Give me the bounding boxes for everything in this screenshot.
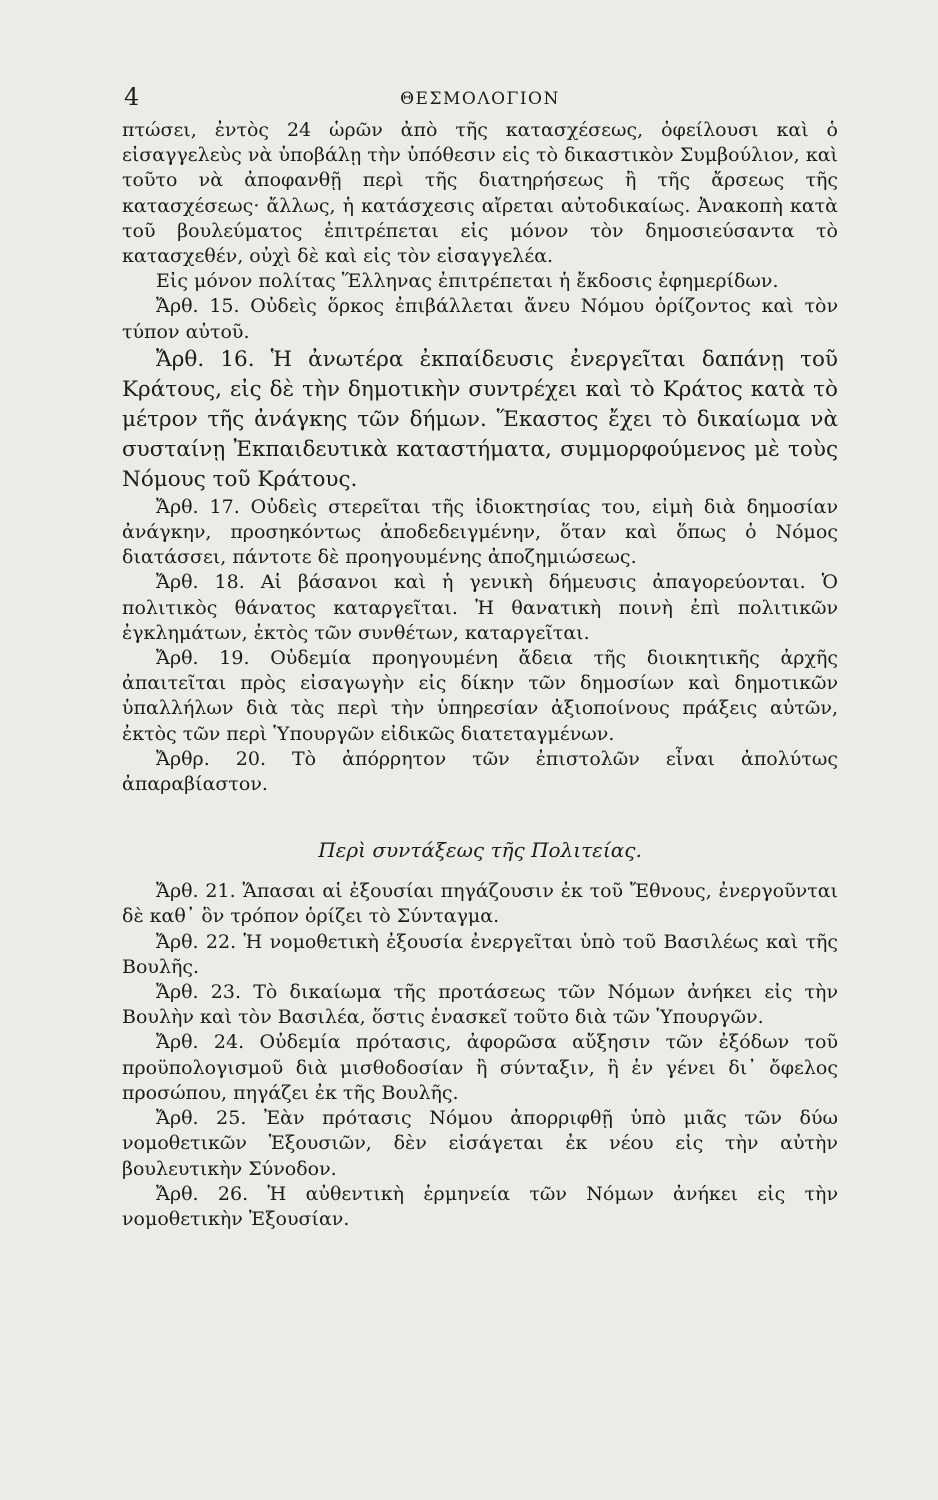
article-21: Ἄρθ. 21. Ἅπασαι αἱ ἐξουσίαι πηγάζουσιν ἐκ τοῦ Ἔθνους, ἐνεργοῦνται δὲ καθ᾽ ὃν τρόπον ὁρίζει τὸ Σύνταγμα. <box>122 880 838 928</box>
article-22: Ἄρθ. 22. Ἡ νομοθετικὴ ἐξουσία ἐνεργεῖται ὑπὸ τοῦ Βασιλέως καὶ τῆς Βουλῆς. <box>122 930 838 978</box>
article-15: Ἄρθ. 15. Οὐδεὶς ὅρκος ἐπιβάλλεται ἄνευ Νόμου ὁρίζοντος καὶ τὸν τύπον αὐτοῦ. <box>122 295 838 343</box>
article-16: Ἄρθ. 16. Ἡ ἀνωτέρα ἐκπαίδευσις ἐνεργεῖται δαπάνῃ τοῦ Κράτους, εἰς δὲ τὴν δημοτικὴν συντρέχει καὶ τὸ Κράτος κατὰ τὸ μέτρον τῆς ἀνάγκης τῶν δήμων. Ἕκαστος ἔχει τὸ δικαίωμα νὰ συσταίνῃ Ἐκπαιδευτικὰ καταστήματα, συμμορφούμενος μὲ τοὺς Νόμους τοῦ Κράτους. <box>122 346 838 492</box>
article-19: Ἄρθ. 19. Οὐδεμία προηγουμένη ἄδεια τῆς διοικητικῆς ἀρχῆς ἀπαιτεῖται πρὸς εἰσαγωγὴν εἰς δίκην τῶν δημοσίων καὶ δημοτικῶν ὑπαλλήλων διὰ τὰς περὶ τὴν ὑπηρεσίαν ἀξιοποίνους πράξεις αὐτῶν, ἐκτὸς τῶν περὶ Ὑπουργῶν εἰδικῶς διατεταγμένων. <box>122 647 838 745</box>
running-title: ΘΕΣΜΟΛΟΓΙΟΝ <box>400 89 560 109</box>
article-26: Ἄρθ. 26. Ἡ αὐθεντικὴ ἑρμηνεία τῶν Νόμων ἀνήκει εἰς τὴν νομοθετικὴν Ἐξουσίαν. <box>122 1182 838 1230</box>
article-25: Ἄρθ. 25. Ἐὰν πρότασις Νόμου ἀπορριφθῇ ὑπὸ μιᾶς τῶν δύω νομοθετικῶν Ἐξουσιῶν, δὲν εἰσάγεται ἐκ νέου εἰς τὴν αὐτὴν βουλευτικὴν Σύνοδον. <box>122 1107 838 1180</box>
paragraph-continued: πτώσει, ἐντὸς 24 ὡρῶν ἀπὸ τῆς κατασχέσεως, ὀφείλουσι καὶ ὁ εἰσαγγελεὺς νὰ ὑποβάλῃ τὴν ὑπόθεσιν εἰς τὸ δικαστικὸν Συμβούλιον, καὶ τοῦτο νὰ ἀποφανθῇ περὶ τῆς διατηρήσεως ἢ τῆς ἄρσεως τῆς κατασχέσεως· ἄλλως, ἡ κατάσχεσις αἴρεται αὐτοδικαίως. Ἀνακοπὴ κατὰ τοῦ βουλεύματος ἐπιτρέπεται εἰς μόνον τὸν δημοσιεύσαντα τὸ κατασχεθέν, οὐχὶ δὲ καὶ εἰς τὸν εἰσαγγελέα. <box>122 119 838 268</box>
article-18: Ἄρθ. 18. Αἱ βάσανοι καὶ ἡ γενικὴ δήμευσις ἀπαγορεύονται. Ὁ πολιτικὸς θάνατος καταργεῖται. Ἡ θανατικὴ ποινὴ ἐπὶ πολιτικῶν ἐγκλημάτων, ἐκτὸς τῶν συνθέτων, καταργεῖται. <box>122 571 838 644</box>
section-heading: Περὶ συντάξεως τῆς Πολιτείας. <box>318 838 642 863</box>
body-text <box>122 118 838 1232</box>
article-24: Ἄρθ. 24. Οὐδεμία πρότασις, ἀφορῶσα αὔξησιν τῶν ἐξόδων τοῦ προϋπολογισμοῦ διὰ μισθοδοσίαν ἢ σύνταξιν, ἢ ἐν γένει δι᾽ ὄφελος προσώπου, πηγάζει ἐκ τῆς Βουλῆς. <box>122 1031 838 1104</box>
article-20: Ἄρθρ. 20. Τὸ ἀπόρρητον τῶν ἐπιστολῶν εἶναι ἀπολύτως ἀπαραβίαστον. <box>122 747 838 796</box>
page-header <box>124 82 836 112</box>
article-23: Ἄρθ. 23. Τὸ δικαίωμα τῆς προτάσεως τῶν Νόμων ἀνήκει εἰς τὴν Βουλὴν καὶ τὸν Βασιλέα, ὅστις ἐνασκεῖ τοῦτο διὰ τῶν Ὑπουργῶν. <box>122 981 838 1029</box>
paragraph: Εἰς μόνον πολίτας Ἕλληνας ἐπιτρέπεται ἡ ἔκδοσις ἐφημερίδων. <box>156 270 779 293</box>
article-17: Ἄρθ. 17. Οὐδεὶς στερεῖται τῆς ἰδιοκτησίας του, εἰμὴ διὰ δημοσίαν ἀνάγκην, προσηκόντως ἀποδεδειγμένην, ὅταν καὶ ὅπως ὁ Νόμος διατάσσει, πάντοτε δὲ προηγουμένης ἀποζημιώσεως. <box>122 495 838 569</box>
page-number: 4 <box>124 83 140 111</box>
